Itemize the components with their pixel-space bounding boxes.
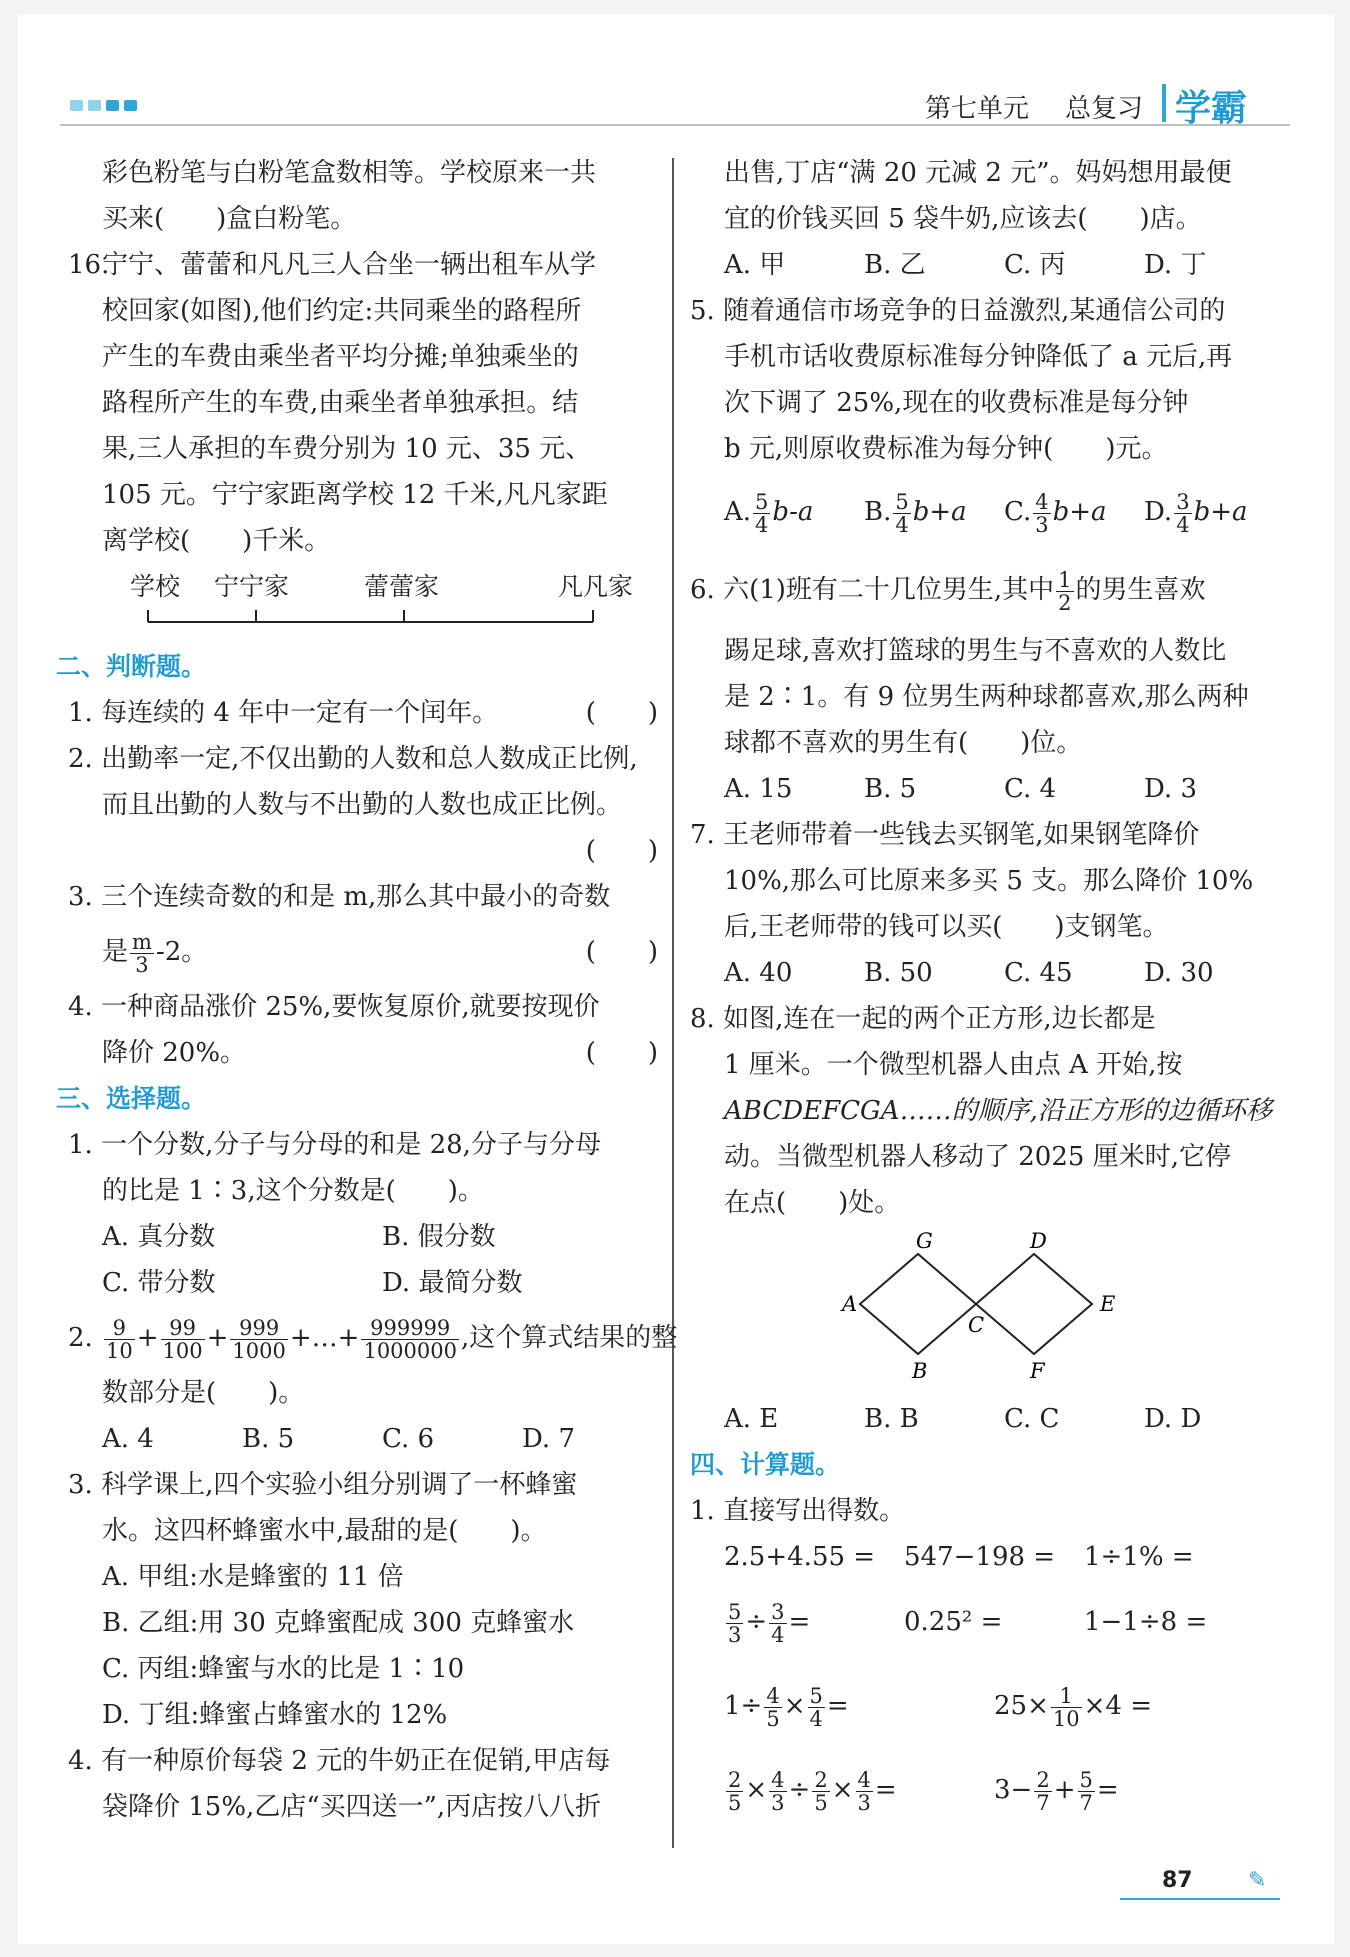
text-line: 路程所产生的车费,由乘坐者单独承担。结 xyxy=(102,388,579,418)
numerator: 4 xyxy=(771,1767,785,1792)
column-divider xyxy=(672,158,674,1848)
fraction xyxy=(161,1317,205,1362)
fraction xyxy=(1051,1685,1082,1730)
text-line: 1. 直接写出得数。 xyxy=(690,1496,906,1526)
calc-item[interactable] xyxy=(724,1748,994,1832)
numerator: 999999 xyxy=(361,1317,459,1340)
route-label-fanfan: 凡凡家 xyxy=(558,572,634,601)
text-line: 3. 三个连续奇数的和是 m,那么其中最小的奇数 xyxy=(68,882,611,912)
numerator: 5 xyxy=(809,1683,823,1708)
text-line: 在点( )处。 xyxy=(724,1188,901,1218)
denominator: 1000 xyxy=(232,1338,286,1363)
denominator: 7 xyxy=(1079,1790,1093,1815)
operator: +…+ xyxy=(289,1323,360,1353)
fraction xyxy=(726,1601,743,1646)
judge-3-line2 xyxy=(68,920,658,984)
answer-blank[interactable]: ( ) xyxy=(585,698,658,728)
calc-item[interactable]: 1−1÷8 = xyxy=(1084,1607,1208,1637)
operator: + xyxy=(1053,1775,1076,1805)
fraction xyxy=(1034,1769,1051,1814)
point-label-F: F xyxy=(1030,1359,1045,1383)
denominator: 2 xyxy=(1058,590,1072,615)
denominator: 5 xyxy=(766,1706,780,1731)
header-rule xyxy=(60,124,1290,126)
page-number: 87 xyxy=(1162,1868,1193,1893)
text-line: 1. 每连续的 4 年中一定有一个闰年。 xyxy=(68,698,499,728)
header-divider xyxy=(1162,84,1166,122)
numerator: m xyxy=(132,929,152,954)
calc-item[interactable]: 2.5+4.55 = xyxy=(724,1542,876,1572)
text-line: 买来( )盒白粉笔。 xyxy=(102,204,357,234)
choice-options xyxy=(68,1260,658,1306)
option[interactable]: D. 30 xyxy=(1144,958,1214,988)
option[interactable]: D. D xyxy=(1144,1404,1202,1434)
header-unit: 第七单元 xyxy=(925,94,1030,124)
text-line: 而且出勤的人数与不出勤的人数也成正比例。 xyxy=(102,790,623,820)
text-line: 袋降价 15%,乙店“买四送一”,丙店按八八折 xyxy=(102,1792,602,1822)
option[interactable]: C. 丙 xyxy=(1004,250,1066,280)
calc-item[interactable]: 0.25² = xyxy=(904,1607,1003,1637)
brand-logo: 学霸 xyxy=(1175,88,1248,129)
option-label: D. xyxy=(1144,497,1173,527)
choice-2-expression xyxy=(68,1306,678,1370)
denominator: 4 xyxy=(771,1622,785,1647)
fraction xyxy=(808,1685,825,1730)
text-line: b 元,则原收费标准为每分钟( )元。 xyxy=(724,434,1168,464)
section-heading-calculation: 四、计算题。 xyxy=(690,1450,841,1479)
denominator: 100 xyxy=(162,1338,203,1363)
text-line: 4. 有一种原价每袋 2 元的牛奶正在促销,甲店每 xyxy=(68,1746,611,1776)
numerator: 5 xyxy=(755,489,769,514)
calc-row-2 xyxy=(690,1580,1280,1664)
option-label: A. xyxy=(724,497,752,527)
text-line: 5. 随着通信市场竞争的日益激烈,某通信公司的 xyxy=(690,296,1226,326)
option[interactable]: D. 7 xyxy=(522,1424,575,1454)
text-fragment: 的男生喜欢 xyxy=(1075,575,1206,605)
denominator: 3 xyxy=(857,1790,871,1815)
section-heading-choice: 三、选择题。 xyxy=(56,1084,207,1113)
text-line: 产生的车费由乘坐者平均分摊;单独乘坐的 xyxy=(102,342,579,372)
question-number: 2. xyxy=(68,1323,93,1353)
option-expression: b+a xyxy=(1052,497,1107,527)
choice-options xyxy=(690,1396,1280,1442)
fraction xyxy=(856,1769,873,1814)
choice-options xyxy=(68,1214,658,1260)
choice-options xyxy=(68,1416,658,1462)
footer-rule xyxy=(1120,1898,1280,1900)
point-label-E: E xyxy=(1100,1292,1116,1316)
text-line: 7. 王老师带着一些钱去买钢笔,如果钢笔降价 xyxy=(690,820,1200,850)
text-line: 10%,那么可比原来多买 5 支。那么降价 10% xyxy=(724,866,1254,896)
fraction xyxy=(104,1317,135,1362)
operator: × xyxy=(783,1691,806,1721)
operator: = xyxy=(788,1607,811,1637)
text-line: 8. 如图,连在一起的两个正方形,边长都是 xyxy=(690,1004,1156,1034)
text-line: 校回家(如图),他们约定:共同乘坐的路程所 xyxy=(102,296,582,326)
denominator: 7 xyxy=(1036,1790,1050,1815)
text-line: ABCDEFCGA……的顺序,沿正方形的边循环移 xyxy=(724,1096,1272,1126)
numerator: 4 xyxy=(1035,489,1049,514)
option[interactable]: D. 丁 xyxy=(1144,250,1207,280)
denominator: 4 xyxy=(895,512,909,537)
numerator: 5 xyxy=(1079,1767,1093,1792)
fraction xyxy=(753,491,770,536)
text-line: 数部分是( )。 xyxy=(102,1378,305,1408)
text-line: 果,三人承担的车费分别为 10 元、35 元、 xyxy=(102,434,592,464)
text-line: 彩色粉笔与白粉笔盒数相等。学校原来一共 xyxy=(102,158,597,188)
denominator: 5 xyxy=(814,1790,828,1815)
route-line xyxy=(68,596,648,636)
text-line: 1 厘米。一个微型机器人由点 A 开始,按 xyxy=(724,1050,1183,1080)
choice-options xyxy=(690,766,1280,812)
choice-options xyxy=(690,472,1280,552)
denominator: 5 xyxy=(728,1790,742,1815)
section-heading-judgement: 二、判断题。 xyxy=(56,652,207,681)
operator: = xyxy=(874,1775,897,1805)
numerator: 1 xyxy=(1058,567,1072,592)
text-line: 离学校( )千米。 xyxy=(102,526,331,556)
numerator: 2 xyxy=(1036,1767,1050,1792)
numerator: 5 xyxy=(728,1599,742,1624)
operator: + xyxy=(206,1323,229,1353)
option[interactable] xyxy=(1004,472,1144,552)
fraction xyxy=(812,1769,829,1814)
option[interactable] xyxy=(724,472,864,552)
two-squares-figure xyxy=(690,1226,1280,1396)
point-label-D: D xyxy=(1030,1229,1047,1253)
route-diagram xyxy=(68,564,658,644)
option-label: C. xyxy=(1004,497,1032,527)
left-column xyxy=(56,150,678,1830)
option[interactable]: C. C xyxy=(1004,1404,1060,1434)
numerator: 1 xyxy=(1051,1685,1082,1708)
text-line: 动。当微型机器人移动了 2025 厘米时,它停 xyxy=(724,1142,1231,1172)
numerator: 99 xyxy=(161,1317,205,1340)
pencil-icon: ✎ xyxy=(1248,1868,1267,1893)
calc-item[interactable]: 547−198 = xyxy=(904,1542,1056,1572)
fraction xyxy=(361,1317,459,1362)
option[interactable]: B. 乙组:用 30 克蜂蜜配成 300 克蜂蜜水 xyxy=(102,1608,575,1638)
choice-options xyxy=(690,242,1280,288)
fraction xyxy=(893,491,910,536)
text-line: 3. 科学课上,四个实验小组分别调了一杯蜂蜜 xyxy=(68,1470,578,1500)
fraction xyxy=(1078,1769,1095,1814)
text-fragment: -2。 xyxy=(155,937,208,967)
text-line: 宁宁、蕾蕾和凡凡三人合坐一辆出租车从学 xyxy=(102,250,597,280)
denominator: 3 xyxy=(728,1622,742,1647)
denominator: 4 xyxy=(809,1706,823,1731)
option[interactable]: B. 假分数 xyxy=(382,1222,496,1252)
operator: × xyxy=(745,1775,768,1805)
text-fragment: 6. 六(1)班有二十几位男生,其中 xyxy=(690,575,1055,605)
choice-6-line1 xyxy=(690,552,1280,628)
option[interactable]: D. 3 xyxy=(1144,774,1197,804)
option[interactable]: B. 乙 xyxy=(864,250,926,280)
fraction xyxy=(769,1769,786,1814)
fraction xyxy=(726,1769,743,1814)
denominator: 10 xyxy=(1052,1706,1080,1731)
text-line: 105 元。宁宁家距离学校 12 千米,凡凡家距 xyxy=(102,480,608,510)
operator: ÷ xyxy=(788,1775,811,1805)
fraction xyxy=(1056,569,1073,614)
point-label-C: C xyxy=(968,1313,985,1337)
choice-options xyxy=(690,950,1280,996)
option[interactable]: B. 5 xyxy=(864,774,917,804)
text-fragment: 降价 20%。 xyxy=(102,1038,247,1068)
answer-blank[interactable]: ( ) xyxy=(585,1038,658,1068)
fraction xyxy=(1033,491,1050,536)
option[interactable]: C. 4 xyxy=(1004,774,1057,804)
operator: ÷ xyxy=(745,1607,768,1637)
option[interactable]: C. 带分数 xyxy=(102,1268,216,1298)
option-label: B. xyxy=(864,497,892,527)
fraction xyxy=(1174,491,1191,536)
text-line: 次下调了 25%,现在的收费标准是每分钟 xyxy=(724,388,1189,418)
text-line: 4. 一种商品涨价 25%,要恢复原价,就要按现价 xyxy=(68,992,600,1022)
text-line: 的比是 1∶3,这个分数是( )。 xyxy=(102,1176,484,1206)
answer-blank[interactable]: ( ) xyxy=(585,836,658,866)
option[interactable]: D. 最简分数 xyxy=(382,1268,523,1298)
text-fragment: 25× xyxy=(994,1691,1049,1721)
option-expression: b+a xyxy=(912,497,967,527)
text-fragment: 1÷ xyxy=(724,1691,763,1721)
option[interactable]: A. E xyxy=(724,1404,779,1434)
calc-item[interactable] xyxy=(724,1664,994,1748)
fraction xyxy=(130,931,154,976)
calc-item[interactable] xyxy=(994,1748,1119,1832)
point-label-A: A xyxy=(842,1292,858,1316)
denominator: 3 xyxy=(1035,512,1049,537)
header-subtitle: 总复习 xyxy=(1065,94,1144,124)
question-number: 16. xyxy=(68,250,110,280)
calc-item[interactable] xyxy=(994,1664,1152,1748)
option[interactable]: B. 50 xyxy=(864,958,933,988)
denominator: 1000000 xyxy=(363,1338,457,1363)
calc-row-1 xyxy=(690,1534,1280,1580)
text-line: 后,王老师带的钱可以买( )支钢笔。 xyxy=(724,912,1169,942)
option[interactable]: A. 甲组:水是蜂蜜的 11 倍 xyxy=(102,1562,404,1592)
judge-2-answer xyxy=(68,828,658,874)
option[interactable]: A. 甲 xyxy=(724,250,786,280)
text-line: 手机市话收费原标准每分钟降低了 a 元后,再 xyxy=(724,342,1233,372)
denominator: 3 xyxy=(771,1790,785,1815)
denominator: 4 xyxy=(755,512,769,537)
fraction xyxy=(764,1685,781,1730)
operator: = xyxy=(826,1691,849,1721)
option[interactable]: A. 真分数 xyxy=(102,1222,216,1252)
route-label-school: 学校 xyxy=(130,572,181,601)
route-label-leilei: 蕾蕾家 xyxy=(364,572,440,601)
numerator: 5 xyxy=(895,489,909,514)
numerator: 3 xyxy=(1176,489,1190,514)
squares-diagram xyxy=(690,1226,1280,1396)
denominator: 3 xyxy=(135,952,149,977)
header-decoration xyxy=(70,100,137,111)
option-expression: b-a xyxy=(772,497,814,527)
denominator: 10 xyxy=(106,1338,133,1363)
option[interactable]: A. 40 xyxy=(724,958,793,988)
option[interactable]: C. 丙组:蜂蜜与水的比是 1∶10 xyxy=(102,1654,465,1684)
text-line: 宜的价钱买回 5 袋牛奶,应该去( )店。 xyxy=(724,204,1202,234)
text-fragment: 3− xyxy=(994,1775,1033,1805)
option[interactable]: C. 6 xyxy=(382,1424,435,1454)
text-fragment: ×4 = xyxy=(1083,1691,1152,1721)
text-line: 是 2∶1。有 9 位男生两种球都喜欢,那么两种 xyxy=(724,682,1249,712)
numerator: 2 xyxy=(814,1767,828,1792)
operator: × xyxy=(831,1775,854,1805)
option[interactable] xyxy=(1144,472,1248,552)
point-label-B: B xyxy=(912,1359,928,1383)
judge-4-line2 xyxy=(68,1030,658,1076)
calc-item[interactable] xyxy=(724,1580,904,1664)
text-fragment: 是 xyxy=(102,937,129,967)
option[interactable]: B. B xyxy=(864,1404,919,1434)
numerator: 9 xyxy=(104,1317,135,1340)
right-column xyxy=(690,150,1280,1832)
point-label-G: G xyxy=(916,1229,933,1253)
fraction xyxy=(230,1317,287,1362)
fraction xyxy=(769,1601,786,1646)
calc-item[interactable]: 1÷1% = xyxy=(1084,1542,1194,1572)
numerator: 3 xyxy=(771,1599,785,1624)
text-line: 2. 出勤率一定,不仅出勤的人数和总人数成正比例, xyxy=(68,744,638,774)
question-16 xyxy=(68,242,658,288)
option[interactable]: B. 5 xyxy=(242,1424,295,1454)
operator: + xyxy=(136,1323,159,1353)
text-line: 球都不喜欢的男生有( )位。 xyxy=(724,728,1083,758)
answer-blank[interactable]: ( ) xyxy=(585,937,658,967)
numerator: 4 xyxy=(766,1683,780,1708)
option-expression: b+a xyxy=(1193,497,1248,527)
text-line: 1. 一个分数,分子与分母的和是 28,分子与分母 xyxy=(68,1130,601,1160)
numerator: 4 xyxy=(857,1767,871,1792)
text-line: 出售,丁店“满 20 元减 2 元”。妈妈想用最便 xyxy=(724,158,1232,188)
option[interactable]: D. 丁组:蜂蜜占蜂蜜水的 12% xyxy=(102,1700,448,1730)
numerator: 999 xyxy=(230,1317,287,1340)
denominator: 4 xyxy=(1176,512,1190,537)
numerator: 2 xyxy=(728,1767,742,1792)
calc-row-4 xyxy=(690,1748,1280,1832)
operator: = xyxy=(1096,1775,1119,1805)
option[interactable]: C. 45 xyxy=(1004,958,1073,988)
option[interactable]: A. 4 xyxy=(102,1424,154,1454)
route-label-ningning: 宁宁家 xyxy=(214,572,290,601)
text-fragment: ,这个算式结果的整 xyxy=(460,1323,678,1353)
text-line: 水。这四杯蜂蜜水中,最甜的是( )。 xyxy=(102,1516,547,1546)
option[interactable]: A. 15 xyxy=(724,774,793,804)
text-line: 踢足球,喜欢打篮球的男生与不喜欢的人数比 xyxy=(724,636,1227,666)
calc-row-3 xyxy=(690,1664,1280,1748)
judge-1 xyxy=(68,690,658,736)
option[interactable] xyxy=(864,472,1004,552)
